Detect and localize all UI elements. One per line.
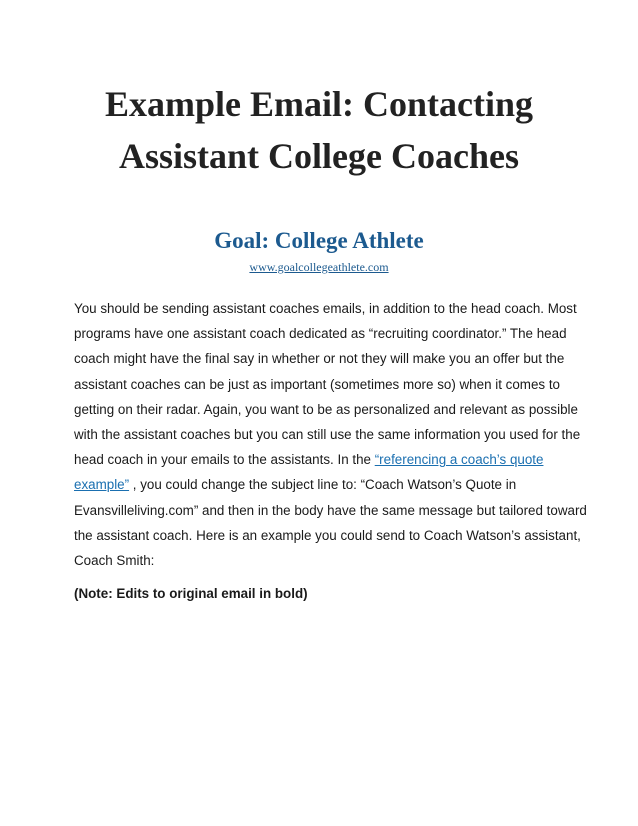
brand-name: Goal: College Athlete [214, 228, 424, 253]
page-title [40, 78, 598, 182]
brand-url-link[interactable]: www.goalcollegeathlete.com [249, 260, 389, 274]
paragraph-line: programs have one assistant coach dedicated as “recruiting coordinator.” The head [74, 326, 567, 342]
paragraph-line: assistant coaches can be just as important (sometimes more so) when it comes to [74, 376, 560, 392]
body-paragraph [74, 296, 587, 573]
paragraph-line: getting on their radar. Again, you want to be as personalized and relevant as possible [74, 401, 578, 417]
paragraph-text: , you could change the subject line to: “Coach Watson’s Quote in [129, 477, 517, 493]
paragraph-line: You should be sending assistant coaches emails, in addition to the head coach. Most [74, 301, 577, 316]
quote-example-link[interactable]: “referencing a coach’s quote [374, 452, 544, 468]
paragraph-line: the assistant coach. Here is an example you could send to Coach Watson’s assistant, [74, 527, 581, 543]
edits-note: (Note: Edits to original email in bold) [74, 586, 308, 601]
quote-example-link-continued[interactable]: example” [74, 477, 130, 493]
page-title-line-1: Example Email: Contacting [105, 84, 533, 124]
paragraph-text: head coach in your emails to the assistants. In the [74, 452, 375, 468]
paragraph-line: coach might have the final say in whether or not they will make you an offer but the [74, 351, 565, 367]
paragraph-line: with the assistant coaches but you can still use the same information you used for the [74, 427, 581, 443]
page-title-line-2: Assistant College Coaches [119, 136, 519, 176]
paragraph-line: Coach Smith: [74, 553, 155, 569]
paragraph-line [74, 447, 564, 472]
paragraph-line [74, 472, 564, 497]
paragraph-line: Evansvilleliving.com” and then in the body have the same message but tailored toward [74, 502, 587, 518]
brand-url-container [0, 259, 638, 275]
